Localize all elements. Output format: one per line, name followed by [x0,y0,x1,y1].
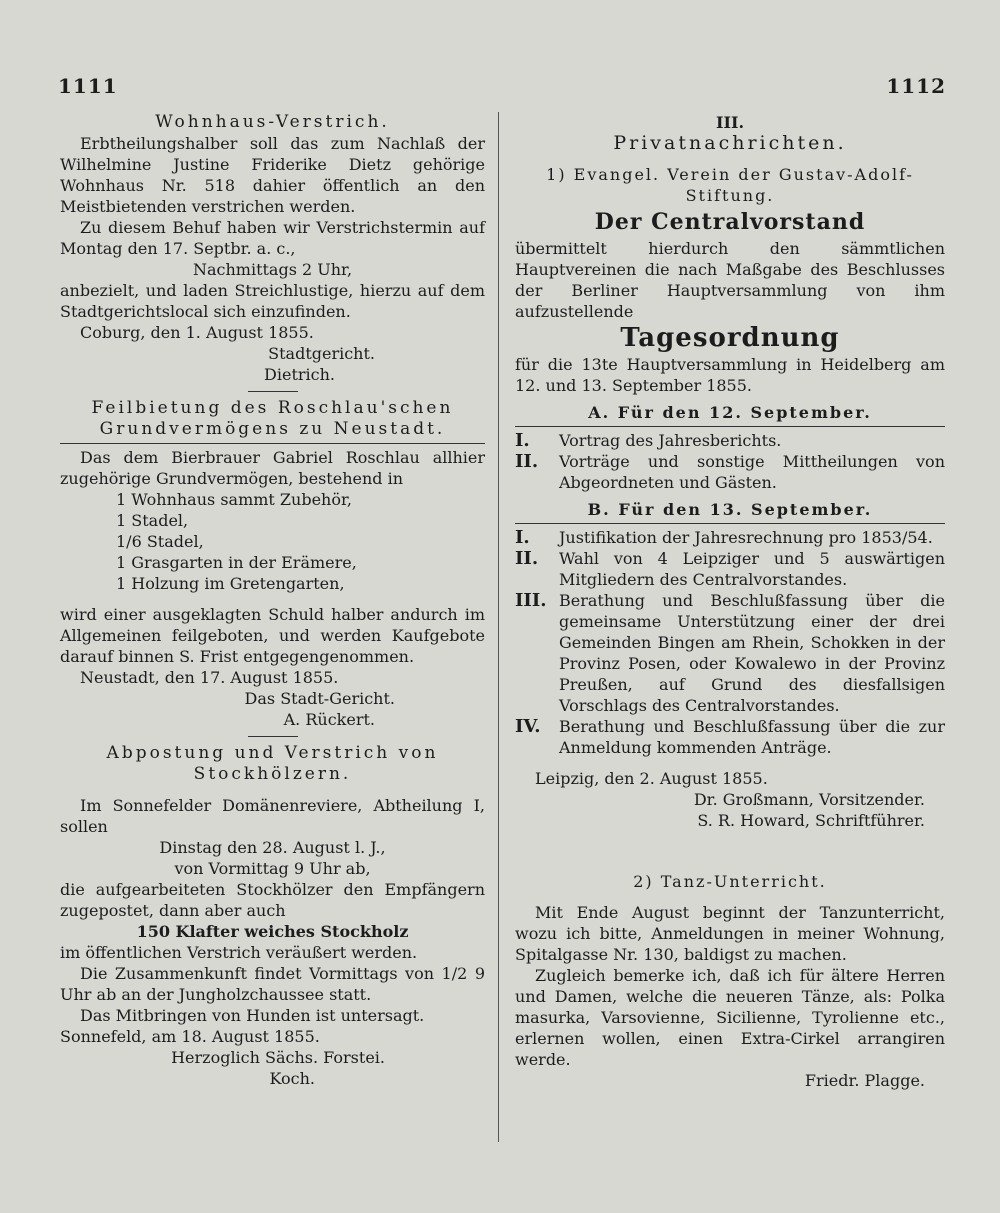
notice-number: 2) [633,872,654,891]
notice-title: Evangel. Verein der Gustav-Adolf-Stiftung. [573,165,914,205]
notice-paragraph: Zugleich bemerke ich, daß ich für ältere Herren und Damen, welche die neueren Tänze, als: Polka masurka, Varsovienne, Sicilienne, Tyrolienne etc., erlernen wollen, einen Extra-Cirkel arrangiren werde. [515,966,945,1069]
rule [515,523,945,524]
column-divider [498,112,499,1142]
agenda-item [515,716,945,758]
notice-quantity: 150 Klafter weiches Stockholz [136,922,409,941]
notice-date: Sonnefeld, am 18. August 1855. [60,1027,320,1046]
notice-paragraph: die aufgearbeiteten Stockhölzer den Empfängern zugepostet, dann aber auch [60,880,485,920]
notice-paragraph: Mit Ende August beginnt der Tanzunterricht, wozu ich bitte, Anmeldungen in meiner Wohnung, Spitalgasse Nr. 130, baldigst zu machen. [515,903,945,964]
agenda-item [515,451,945,493]
notice-title: Tanz-Unterricht. [660,872,827,891]
notice-signature: S. R. Howard, Schriftführer. [697,811,925,830]
section-number: III. [715,113,745,132]
agenda-number: II. [515,548,539,569]
agenda-number: III. [515,590,547,611]
agenda-item [515,548,945,590]
list-item: 1 Stadel, [116,511,189,530]
notice-title-verein [515,164,945,206]
agenda-item [515,590,945,716]
page-number-right: 1112 [886,74,946,98]
notice-paragraph: Die Zusammenkunft findet Vormittags von 1/2 9 Uhr ab an der Jungholzchaussee statt. [60,964,485,1004]
notice-date: Leipzig, den 2. August 1855. [535,769,768,788]
notice-signature: Stadtgericht. [268,344,375,363]
agenda-text: Justifikation der Jahresrechnung pro 1853/54. [559,528,933,547]
agenda-text: Vorträge und sonstige Mittheilungen von Abgeordneten und Gästen. [559,452,945,492]
separator [248,736,298,737]
rule [60,443,485,444]
organization-name: Der Centralvorstand [594,209,866,235]
notice-title-abpostung: Abpostung und Verstrich von Stockhölzern. [106,743,439,784]
agenda-text: Berathung und Beschlußfassung über die gemeinsame Unterstützung einer der drei Gemeinden Bingen am Rhein, Schokken in der Provinz Posen, oder Kowalewo in der Provinz Preußen, auf Grund des diesfallsigen Vorschlags des Centralvorstandes. [559,591,945,715]
notice-paragraph: für die 13te Hauptversammlung in Heidelberg am 12. und 13. September 1855. [515,355,945,395]
agenda-heading: Tagesordnung [620,323,840,353]
notice-paragraph: anbezielt, und laden Streichlustige, hierzu auf dem Stadtgerichtslocal sich einzufinden. [60,281,485,321]
agenda-item [515,430,945,451]
list-item: 1 Wohnhaus sammt Zubehör, [116,490,352,509]
notice-title-feilbietung: Feilbietung des Roschlau'schen Grundvermögens zu Neustadt. [91,398,454,439]
agenda-number: IV. [515,716,541,737]
agenda-item [515,527,945,548]
section-heading: Privatnachrichten. [613,132,847,154]
notice-paragraph: Zu diesem Behuf haben wir Verstrichstermin auf Montag den 17. Septbr. a. c., [60,218,485,258]
notice-title-tanz [515,871,945,892]
left-column [60,112,485,1089]
notice-paragraph: wird einer ausgeklagten Schuld halber andurch im Allgemeinen feilgeboten, und werden Kaufgebote darauf binnen S. Frist entgegengenommen. [60,605,485,666]
list-item: 1 Holzung im Gretengarten, [116,574,345,593]
agenda-text: Vortrag des Jahresberichts. [559,431,782,450]
notice-date: Coburg, den 1. August 1855. [80,323,314,342]
notice-time: von Vormittag 9 Uhr ab, [174,859,371,878]
notice-paragraph: Das dem Bierbrauer Gabriel Roschlau allhier zugehörige Grundvermögen, bestehend in [60,448,485,488]
notice-title-wohnhaus: Wohnhaus-Verstrich. [155,112,390,132]
notice-paragraph: im öffentlichen Verstrich veräußert werden. [60,943,418,962]
notice-date: Neustadt, den 17. August 1855. [80,668,339,687]
notice-signature: Das Stadt-Gericht. [244,689,395,708]
separator [248,391,298,392]
notice-number: 1) [546,165,567,184]
notice-paragraph: Im Sonnefelder Domänenreviere, Abtheilung I, sollen [60,796,485,836]
agenda-day-b: B. Für den 13. September. [587,500,873,519]
rule [515,426,945,427]
notice-date-line: Dinstag den 28. August l. J., [159,838,386,857]
agenda-text: Wahl von 4 Leipziger und 5 auswärtigen Mitgliedern des Centralvorstandes. [559,549,945,589]
notice-paragraph: Das Mitbringen von Hunden ist untersagt. [80,1006,425,1025]
agenda-number: I. [515,527,530,548]
notice-signature-name: Koch. [269,1069,315,1088]
notice-paragraph: übermittelt hierdurch den sämmtlichen Hauptvereinen die nach Maßgabe des Beschlusses der Berliner Hauptversammlung von ihm aufzustellende [515,239,945,321]
right-column [515,112,945,1091]
list-item: 1/6 Stadel, [116,532,204,551]
page-number-left: 1111 [58,74,118,98]
notice-signature: Friedr. Plagge. [804,1071,925,1090]
agenda-number: I. [515,430,530,451]
notice-signature: Dr. Großmann, Vorsitzender. [693,790,925,809]
notice-signature-name: Dietrich. [264,365,335,384]
notice-time: Nachmittags 2 Uhr, [192,260,353,279]
agenda-day-a: A. Für den 12. September. [588,403,872,422]
agenda-text: Berathung und Beschlußfassung über die zur Anmeldung kommenden Anträge. [559,717,945,757]
notice-signature: Herzoglich Sächs. Forstei. [171,1048,385,1067]
notice-paragraph: Erbtheilungshalber soll das zum Nachlaß der Wilhelmine Justine Friderike Dietz gehörige Wohnhaus Nr. 518 dahier öffentlich an den Meistbietenden verstrichen werden. [60,134,485,216]
notice-signature-name: A. Rückert. [283,710,375,729]
agenda-number: II. [515,451,539,472]
list-item: 1 Grasgarten in der Erämere, [116,553,357,572]
